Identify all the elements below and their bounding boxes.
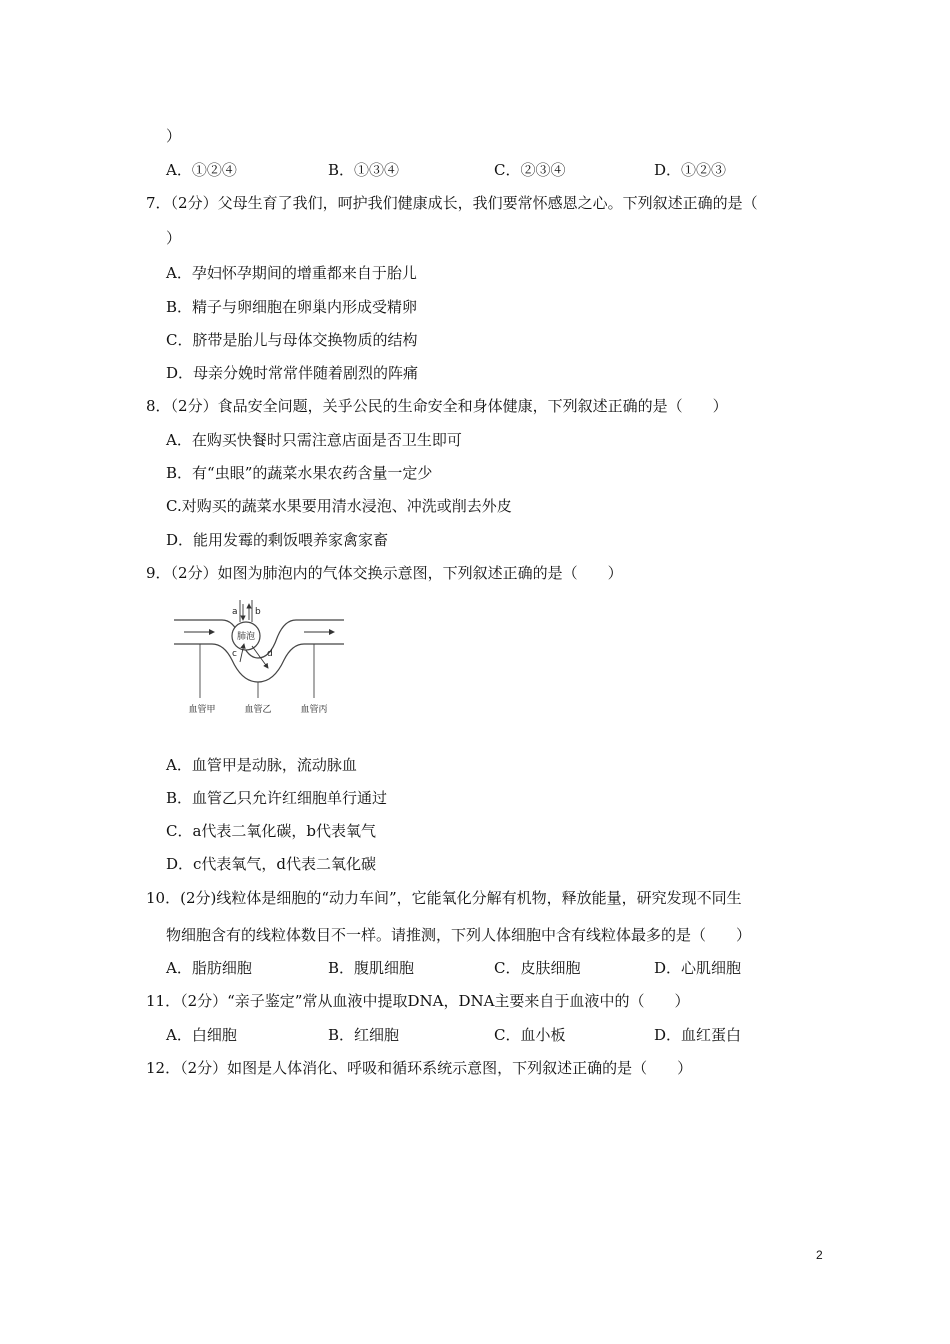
q8-option-c[interactable]: C.对购买的蔬菜水果要用清水浸泡、冲洗或削去外皮 (166, 497, 512, 515)
q7-stem: 7．（2分）父母生育了我们，呵护我们健康成长，我们要常怀感恩之心。下列叙述正确的是（ (146, 194, 758, 212)
q8-option-b[interactable]: B．有“虫眼”的蔬菜水果农药含量一定少 (166, 464, 433, 482)
q10-option-a[interactable]: A．脂肪细胞 (166, 959, 252, 977)
q11-stem: 11．（2分）“亲子鉴定”常从血液中提取DNA，DNA主要来自于血液中的（ ） (146, 992, 690, 1010)
q10-option-d[interactable]: D．心肌细胞 (654, 959, 742, 977)
label-d: d (267, 649, 273, 659)
q9-option-c[interactable]: C．a代表二氧化碳，b代表氧气 (166, 822, 377, 840)
q7-stem-tail: ） (166, 229, 182, 247)
q6-option-a[interactable]: A．①②④ (166, 161, 237, 179)
q7-option-c[interactable]: C．脐带是胎儿与母体交换物质的结构 (166, 331, 418, 349)
q12-stem: 12．（2分）如图是人体消化、呼吸和循环系统示意图，下列叙述正确的是（ ） (146, 1059, 693, 1077)
q9-stem: 9．（2分）如图为肺泡内的气体交换示意图，下列叙述正确的是（ ） (146, 564, 623, 582)
q8-stem: 8．（2分）食品安全问题，关乎公民的生命安全和身体健康，下列叙述正确的是（ ） (146, 397, 728, 415)
q8-option-a[interactable]: A．在购买快餐时只需注意店面是否卫生即可 (166, 431, 462, 449)
q9-option-b[interactable]: B．血管乙只允许红细胞单行通过 (166, 789, 388, 807)
alveolus-label: 肺泡 (236, 632, 256, 642)
q11-option-a[interactable]: A．白细胞 (166, 1026, 237, 1044)
q9-option-a[interactable]: A．血管甲是动脉，流动脉血 (166, 756, 357, 774)
q7-option-d[interactable]: D．母亲分娩时常常伴随着剧烈的阵痛 (166, 364, 419, 382)
q7-option-b[interactable]: B．精子与卵细胞在卵巢内形成受精卵 (166, 298, 418, 316)
q9-option-d[interactable]: D．c代表氧气，d代表二氧化碳 (166, 855, 377, 873)
page-number: 2 (816, 1248, 823, 1262)
q8-option-d[interactable]: D．能用发霉的剩饭喂养家禽家畜 (166, 531, 389, 549)
q11-option-d[interactable]: D．血红蛋白 (654, 1026, 742, 1044)
label-c: c (232, 649, 237, 659)
q10-option-c[interactable]: C．皮肤细胞 (494, 959, 581, 977)
label-b: b (255, 607, 261, 617)
q6-stem-tail: ） (166, 127, 182, 145)
q10-option-b[interactable]: B．腹肌细胞 (328, 959, 415, 977)
q10-stem-line2: 物细胞含有的线粒体数目不一样。请推测，下列人体细胞中含有线粒体最多的是（ ） (166, 926, 752, 944)
vessel-label-jia: 血管甲 (188, 705, 216, 715)
q7-option-a[interactable]: A．孕妇怀孕期间的增重都来自于胎儿 (166, 264, 417, 282)
alveolus-gas-exchange-diagram (172, 598, 352, 722)
q6-option-b[interactable]: B．①③④ (328, 161, 400, 179)
vessel-label-yi: 血管乙 (244, 705, 272, 715)
label-a: a (232, 607, 238, 617)
q10-stem: 10．(2分)线粒体是细胞的“动力车间”，它能氧化分解有机物，释放能量，研究发现不同生 (146, 889, 742, 907)
q6-option-c[interactable]: C．②③④ (494, 161, 566, 179)
q11-option-c[interactable]: C．血小板 (494, 1026, 566, 1044)
q6-option-d[interactable]: D．①②③ (654, 161, 727, 179)
vessel-lower-wall (174, 644, 344, 682)
vessel-label-bing: 血管丙 (300, 705, 328, 715)
q11-option-b[interactable]: B．红细胞 (328, 1026, 400, 1044)
